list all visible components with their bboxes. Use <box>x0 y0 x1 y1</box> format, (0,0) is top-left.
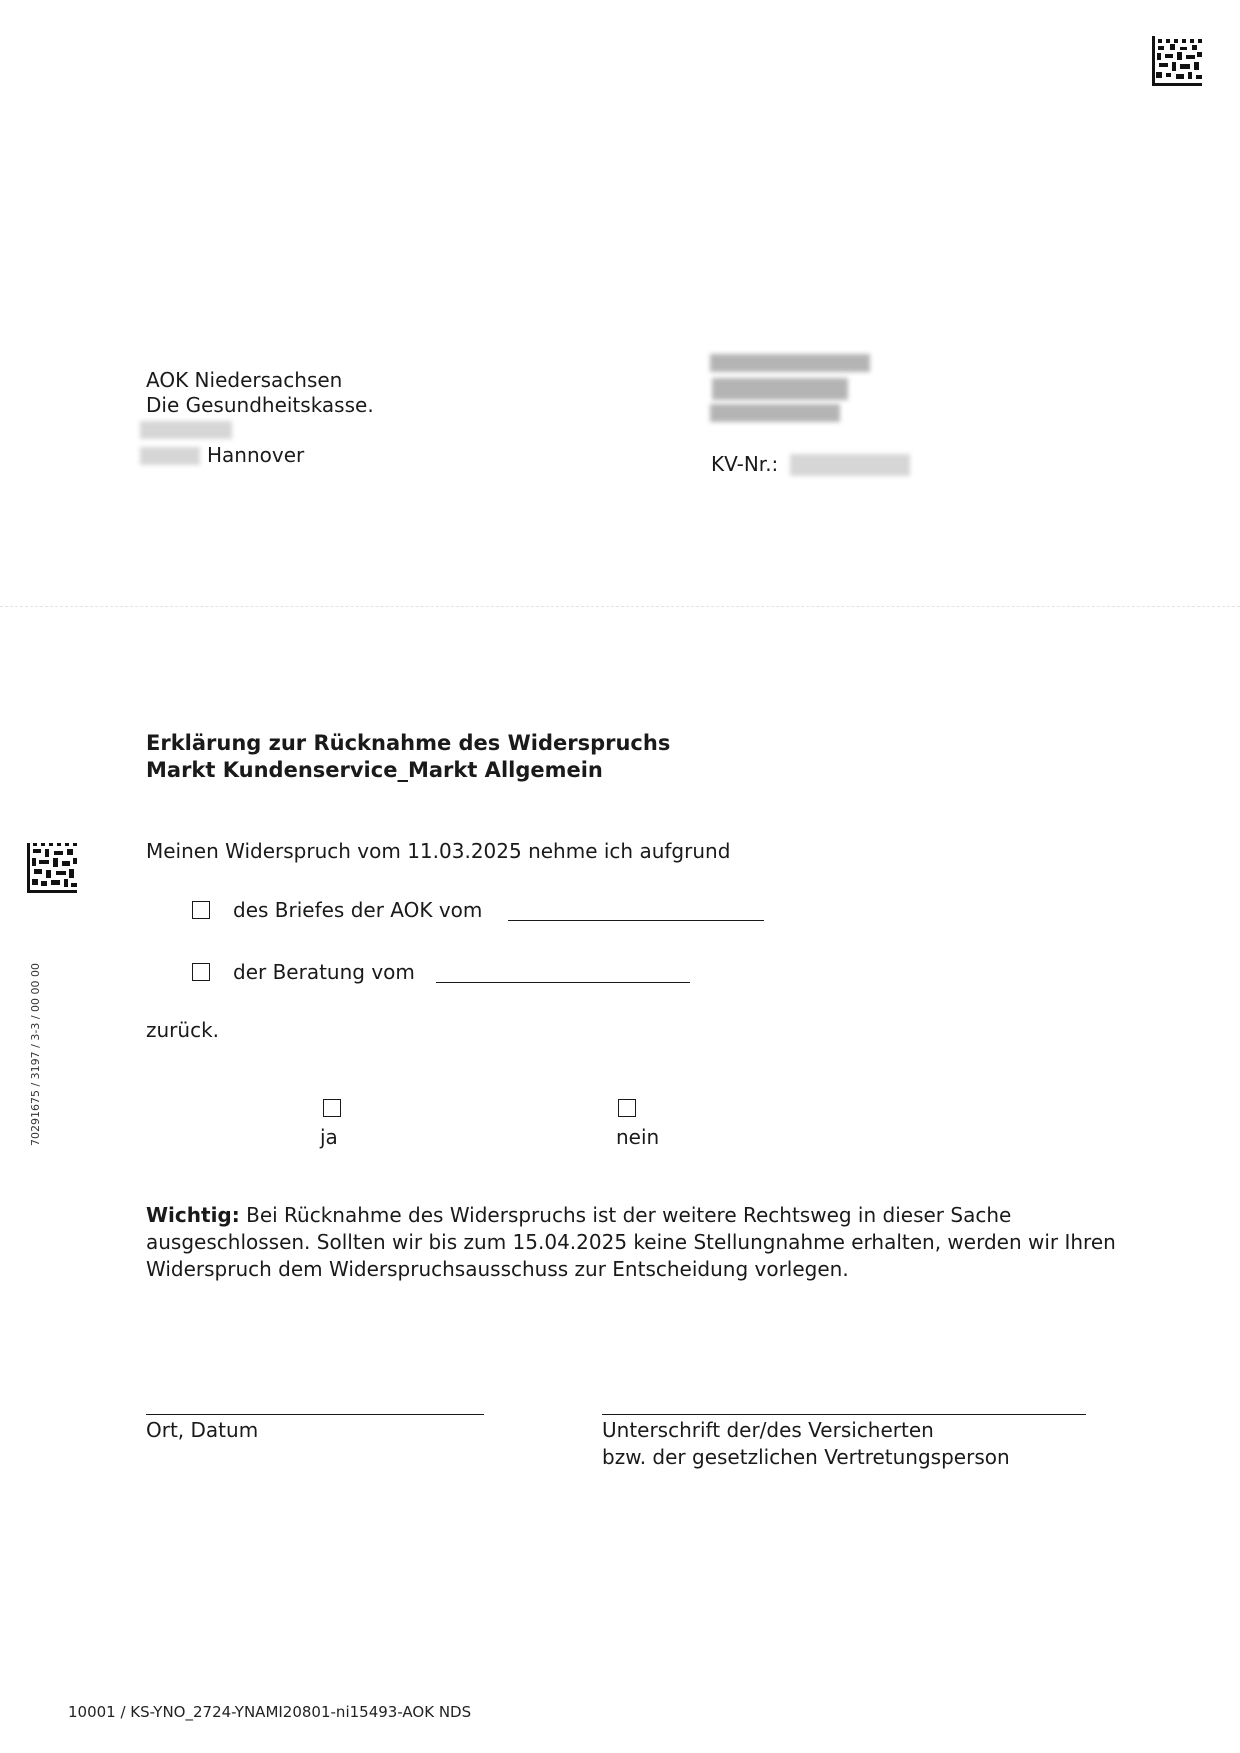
fold-line <box>0 606 1240 607</box>
sender-name: AOK Niedersachsen <box>146 368 343 392</box>
redacted-kv-number <box>790 454 910 476</box>
document-subtitle: Markt Kundenservice_Markt Allgemein <box>146 758 603 782</box>
redacted-sender-zip <box>140 447 200 465</box>
checkbox-no[interactable] <box>618 1099 636 1117</box>
datamatrix-graphic <box>1152 36 1202 86</box>
closing-word: zurück. <box>146 1018 220 1042</box>
option-consultation-label: der Beratung vom <box>233 960 415 984</box>
place-date-label: Ort, Datum <box>146 1418 259 1442</box>
letter-date-field[interactable] <box>508 920 764 921</box>
important-notice <box>146 1202 1156 1283</box>
datamatrix-code-top <box>1152 36 1202 86</box>
footer-reference: 10001 / KS-YNO_2724-YNAMI20801-ni15493-AOK NDS <box>68 1703 472 1721</box>
place-date-line[interactable] <box>146 1414 484 1415</box>
sender-city: Hannover <box>207 443 305 467</box>
checkbox-consultation[interactable] <box>192 963 210 981</box>
redacted-recipient-street <box>712 378 848 400</box>
notice-label: Wichtig: <box>146 1203 240 1227</box>
checkbox-yes[interactable] <box>323 1099 341 1117</box>
datamatrix-side-graphic <box>27 843 77 893</box>
kv-number-label: KV-Nr.: <box>711 452 779 476</box>
checkbox-letter[interactable] <box>192 901 210 919</box>
redacted-recipient-name <box>710 354 870 372</box>
intro-sentence: Meinen Widerspruch vom 11.03.2025 nehme ich aufgrund <box>146 839 731 863</box>
notice-text: Bei Rücknahme des Widerspruchs ist der weitere Rechtsweg in dieser Sache ausgeschlossen. Sollten wir bis zum 15.04.2025 keine Stellungnahme erhalten, werden wir Ihren Widerspruch dem Widerspruchsausschuss zur Entscheidung vorlegen. <box>146 1203 1116 1281</box>
signature-line[interactable] <box>602 1414 1086 1415</box>
yes-label: ja <box>320 1125 338 1149</box>
datamatrix-code-side <box>27 843 77 893</box>
no-label: nein <box>616 1125 660 1149</box>
redacted-recipient-city <box>710 404 840 422</box>
signature-label-line1: Unterschrift der/des Versicherten <box>602 1418 934 1442</box>
consultation-date-field[interactable] <box>436 982 690 983</box>
margin-reference-code: 70291675 / 3197 / 3-3 / 00 00 00 <box>29 962 42 1146</box>
document-title: Erklärung zur Rücknahme des Widerspruchs <box>146 731 671 755</box>
redacted-sender-street <box>140 421 232 439</box>
option-letter-label: des Briefes der AOK vom <box>233 898 483 922</box>
sender-slogan: Die Gesundheitskasse. <box>146 393 374 417</box>
signature-label-line2: bzw. der gesetzlichen Vertretungsperson <box>602 1445 1010 1469</box>
